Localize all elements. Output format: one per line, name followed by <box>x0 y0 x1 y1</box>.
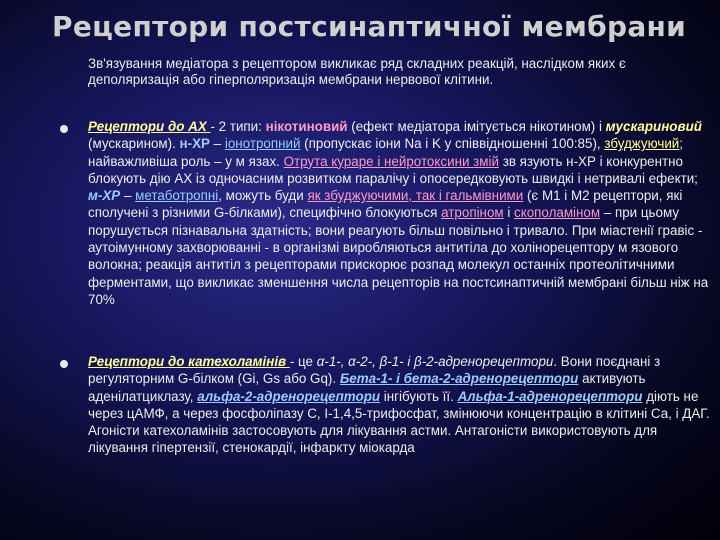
text-span: – <box>120 188 136 204</box>
curare-toxins-term: Отрута кураре і нейротоксини змій <box>283 153 499 169</box>
text-span: – <box>209 136 225 152</box>
bullet-text-ach <box>88 118 710 308</box>
slide-title: Рецептори постсинаптичної мембрани <box>52 10 687 43</box>
alpha2-receptors-term: альфа-2-адренорецептори <box>197 388 381 404</box>
metabotropic-term: метаботропні <box>135 188 219 204</box>
excitatory-term: збуджуючий <box>604 136 680 152</box>
bullet-dot-icon <box>60 360 68 368</box>
text-span: діють не через цАМФ, а через фосфоліпазу C, І-1,4,5-трифосфат, змінюючи концентрацію в клітині Са, і ДАГ. Агоністи катехоламінів застосовують для лікування астми. Антагоністи використовують для лікування гіпертензії, стенокардії, інфаркту міокарда <box>88 388 710 456</box>
text-span: (пропускає іони Na і K у співвідношенні 100:85), <box>300 136 605 152</box>
m-xr-term: м-ХР <box>88 188 121 204</box>
text-span: , можуть буди <box>218 188 308 204</box>
scopolamine-term: скополаміном <box>514 205 601 221</box>
text-span: - 2 типи: <box>210 119 266 134</box>
adrenoreceptor-types: α-1-, α-2-, β-1- і β-2-адренорецептори <box>316 354 554 369</box>
text-span: (є М1 і М2 рецептори, які сполучені з різними G-білками), специфічно блокуються <box>88 188 683 221</box>
muscarinic-term: мускариновий <box>605 119 702 134</box>
text-span: (ефект медіатора імітується нікотином) і <box>347 119 606 134</box>
bullet-catecholamine-receptors <box>60 353 710 457</box>
text-span: інгібують її. <box>380 388 458 404</box>
beta-receptors-term: Бета-1- і бета-2-адренорецептори <box>339 371 579 387</box>
text-span: активують аденілатциклазу, <box>88 371 646 404</box>
text-span: зв язують н-ХР і конкурентно блокують дію АХ із одночасним розвитком паралічу і опосередковують швидкі і нетривалі ефекти; <box>88 153 698 186</box>
intro-paragraph: Зв'язування медіатора з рецептором викликає ряд складних реакцій, наслідком яких є деполяризація або гіперполяризація мембрани нервової клітини. <box>88 56 626 87</box>
ionotropic-term: іонотропний <box>224 136 301 152</box>
text-span: – при цьому порушується пізнавальна здатність; вони реагують більш повільно і тривало. При міастенії гравіс - аутоімунному захворюванні - в організмі виробляються антитіла до холінорецептору м язового волокна; реакція антитіл з рецепторами прискорює розпад молекул останніх протеолітичними ферментами, що викликає зменшення числа рецепторів на постсинаптичній мембрані більш ніж на 70% <box>88 205 709 307</box>
alpha1-receptors-term: Альфа-1-адренорецептори <box>457 388 643 404</box>
text-span: . Вони поєднані з регуляторним G-білком (Gi, Gs або Gq). <box>88 354 661 387</box>
bullet-ach-receptors <box>60 118 710 308</box>
bullet-dot-icon <box>60 125 68 133</box>
excitatory-inhibitory-term: як збуджуючими, так і гальмівними <box>307 188 524 204</box>
text-span: і <box>503 205 515 221</box>
text-span: (мускарином). <box>88 136 180 152</box>
atropine-term: атропіном <box>441 205 504 221</box>
catecholamine-receptors-heading: Рецептори до катехоламінів <box>88 354 290 369</box>
text-span: ; найважливіша роль – у м язах. <box>88 136 684 169</box>
n-xr-term: н-ХР <box>179 136 210 152</box>
ach-receptors-heading: Рецептори до АХ <box>88 119 211 134</box>
nicotinic-term: нікотиновий <box>265 119 348 134</box>
bullet-text-catecholamine <box>88 353 710 457</box>
text-span: - це <box>289 354 317 369</box>
